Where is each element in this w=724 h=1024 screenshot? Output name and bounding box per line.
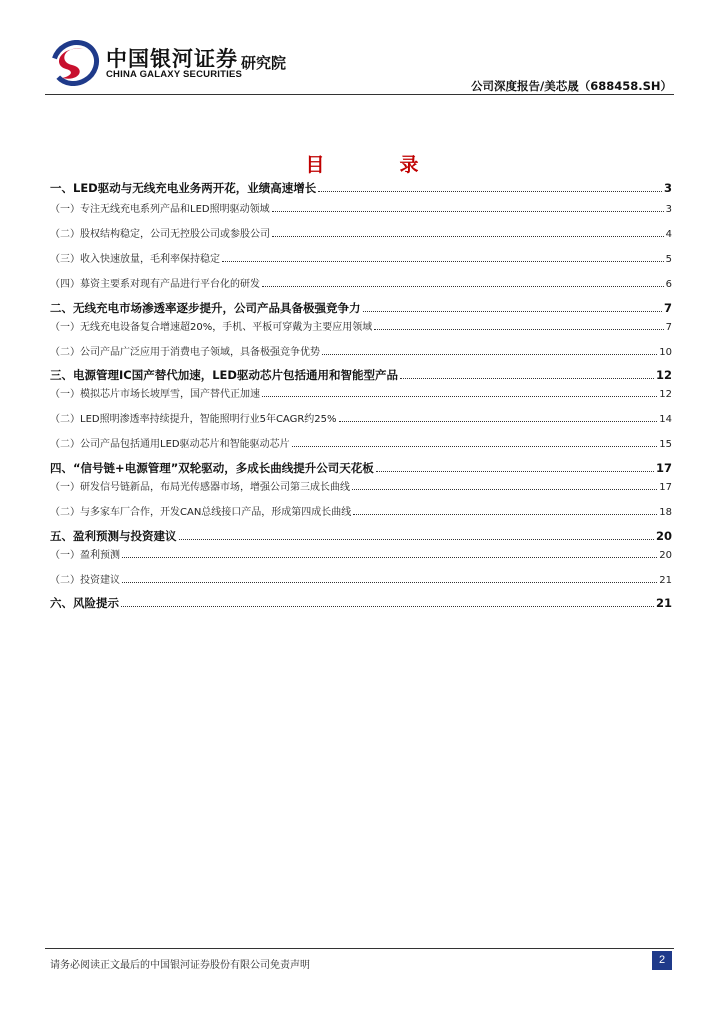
toc-subsection-link[interactable] xyxy=(50,250,672,265)
toc-entry-title: （四）募资主要系对现有产品进行平台化的研发 xyxy=(50,279,260,290)
toc-page-number: 6 xyxy=(665,279,672,290)
toc-leader-dots xyxy=(400,378,654,379)
toc-leader-dots xyxy=(272,211,664,212)
toc-entry-title: （一）专注无线充电系列产品和LED照明驱动领域 xyxy=(50,204,270,215)
toc-page-number: 21 xyxy=(659,575,672,586)
toc-entry-title: （二）公司产品包括通用LED驱动芯片和智能驱动芯片 xyxy=(50,439,290,450)
toc-subsection-link[interactable] xyxy=(50,385,672,400)
toc-leader-dots xyxy=(272,236,664,237)
toc-entry-title: （二）公司产品广泛应用于消费电子领域，具备极强竞争优势 xyxy=(50,347,320,358)
toc-section-link[interactable] xyxy=(50,595,672,611)
header-divider xyxy=(45,94,674,95)
toc-subsection-link[interactable] xyxy=(50,225,672,240)
toc-section-link[interactable] xyxy=(50,300,672,316)
toc-leader-dots xyxy=(374,329,663,330)
toc-page-number: 7 xyxy=(663,301,672,315)
toc-subsection-link[interactable] xyxy=(50,478,672,493)
toc-leader-dots xyxy=(353,514,657,515)
toc-entry-title: 四、“信号链+电源管理”双轮驱动，多成长曲线提升公司天花板 xyxy=(50,461,374,475)
toc-leader-dots xyxy=(363,311,662,312)
toc-leader-dots xyxy=(121,606,654,607)
toc-title: 目 录 xyxy=(305,154,447,176)
toc-page-number: 5 xyxy=(665,254,672,265)
toc-subsection-link[interactable] xyxy=(50,343,672,358)
toc-page-number: 17 xyxy=(655,461,672,475)
toc-section-link[interactable] xyxy=(50,460,672,476)
toc-page-number: 18 xyxy=(659,507,672,518)
galaxy-logo-icon xyxy=(50,40,100,86)
toc-page-number: 12 xyxy=(659,389,672,400)
footer-divider xyxy=(45,948,674,949)
toc-leader-dots xyxy=(262,286,664,287)
toc-subsection-link[interactable] xyxy=(50,318,672,333)
toc-entry-title: （一）研发信号链新品，布局光传感器市场，增强公司第三成长曲线 xyxy=(50,482,350,493)
toc-entry-title: 三、电源管理IC国产替代加速，LED驱动芯片包括通用和智能型产品 xyxy=(50,368,398,382)
toc-leader-dots xyxy=(376,471,654,472)
toc-leader-dots xyxy=(339,421,658,422)
toc-page-number: 21 xyxy=(655,596,672,610)
toc-leader-dots xyxy=(318,191,662,192)
toc-subsection-link[interactable] xyxy=(50,275,672,290)
toc-leader-dots xyxy=(262,396,657,397)
toc-entry-title: （二）与多家车厂合作，开发CAN总线接口产品，形成第四成长曲线 xyxy=(50,507,352,518)
disclaimer-text: 请务必阅读正文最后的中国银河证券股份有限公司免责声明 xyxy=(50,960,310,971)
toc-leader-dots xyxy=(122,557,657,558)
toc-section-link[interactable] xyxy=(50,180,672,196)
toc-subsection-link[interactable] xyxy=(50,410,672,425)
toc-entry-title: （三）收入快速放量，毛利率保持稳定 xyxy=(50,254,220,265)
toc-entry-title: （二）LED照明渗透率持续提升，智能照明行业5年CAGR约25% xyxy=(50,414,337,425)
toc-entry-title: 二、无线充电市场渗透率逐步提升，公司产品具备极强竞争力 xyxy=(50,301,361,315)
toc-page-number: 10 xyxy=(659,347,672,358)
toc-page-number: 20 xyxy=(659,550,672,561)
toc-subsection-link[interactable] xyxy=(50,571,672,586)
toc-entry-title: （二）投资建议 xyxy=(50,575,120,586)
toc-subsection-link[interactable] xyxy=(50,503,672,518)
toc-section-link[interactable] xyxy=(50,367,672,383)
toc-subsection-link[interactable] xyxy=(50,200,672,215)
toc-entry-title: 六、风险提示 xyxy=(50,596,119,610)
toc-leader-dots xyxy=(292,446,658,447)
brand-name-cn: 中国银河证券 xyxy=(106,47,238,71)
toc-page-number: 7 xyxy=(665,322,672,333)
toc-entry-title: （一）盈利预测 xyxy=(50,550,120,561)
toc-page-number: 14 xyxy=(659,414,672,425)
toc-subsection-link[interactable] xyxy=(50,435,672,450)
report-label: 公司深度报告/美芯晟（688458.SH） xyxy=(471,79,672,93)
toc-entry-title: （一）模拟芯片市场长坡厚雪，国产替代正加速 xyxy=(50,389,260,400)
toc-page-number: 4 xyxy=(665,229,672,240)
toc-page-number: 3 xyxy=(663,181,672,195)
toc-leader-dots xyxy=(222,261,664,262)
toc-page-number: 3 xyxy=(665,204,672,215)
toc-leader-dots xyxy=(122,582,657,583)
toc-entry-title: 五、盈利预测与投资建议 xyxy=(50,529,177,543)
toc-page-number: 12 xyxy=(655,368,672,382)
toc-page-number: 15 xyxy=(659,439,672,450)
brand-institute: 研究院 xyxy=(241,54,287,72)
toc-entry-title: 一、LED驱动与无线充电业务两开花，业绩高速增长 xyxy=(50,181,317,195)
toc-entry-title: （二）股权结构稳定，公司无控股公司或参股公司 xyxy=(50,229,270,240)
toc-leader-dots xyxy=(352,489,657,490)
toc-entry-title: （一）无线充电设备复合增速超20%，手机、平板可穿戴为主要应用领域 xyxy=(50,322,373,333)
toc-page-number: 20 xyxy=(655,529,672,543)
toc-section-link[interactable] xyxy=(50,528,672,544)
page-header xyxy=(0,0,724,100)
toc-subsection-link[interactable] xyxy=(50,546,672,561)
toc-leader-dots xyxy=(179,539,654,540)
brand-name-en: CHINA GALAXY SECURITIES xyxy=(106,69,243,80)
toc-page-number: 17 xyxy=(659,482,672,493)
page-number-badge: 2 xyxy=(652,951,672,970)
toc-leader-dots xyxy=(322,354,657,355)
